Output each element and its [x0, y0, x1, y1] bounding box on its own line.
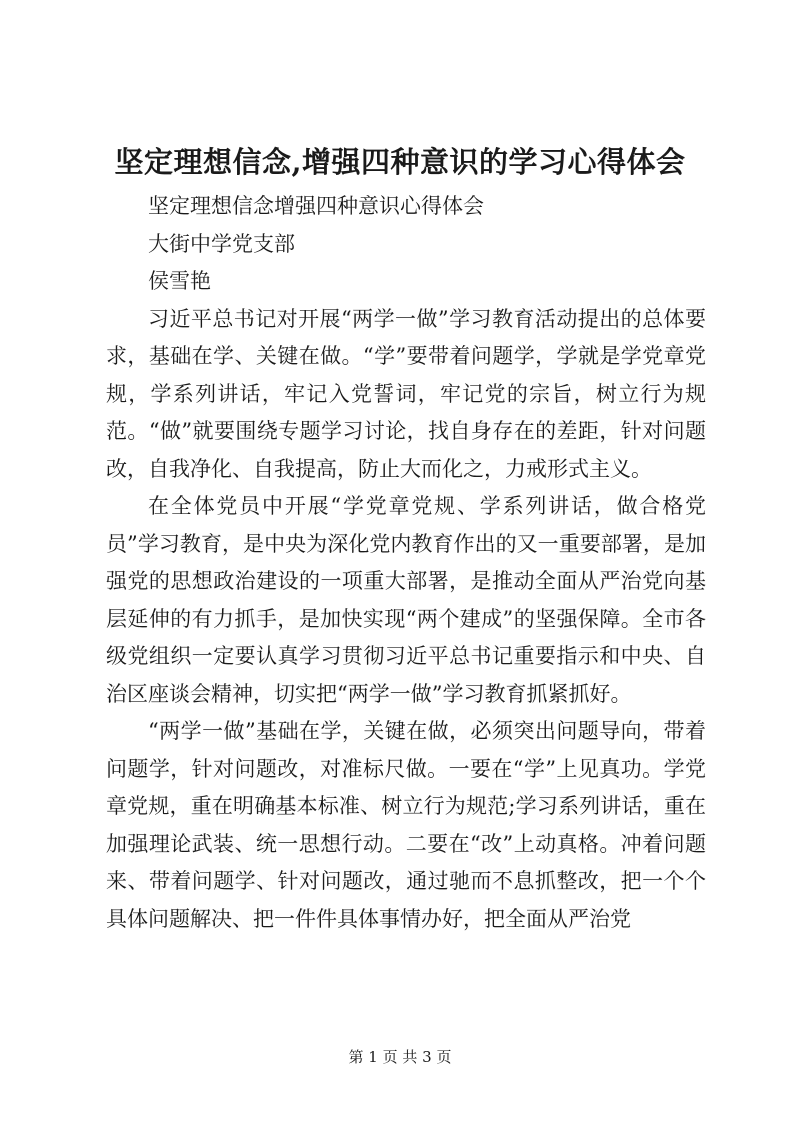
- document-title: 坚定理想信念,增强四种意识的学习心得体会: [114, 145, 686, 179]
- body-paragraph-1: 习近平总书记对开展“两学一做”学习教育活动提出的总体要求，基础在学、关键在做。“学”要带着问题学，学就是学党章党规，学系列讲话，牢记入党誓词，牢记党的宗旨，树立行为规范。“做”就要围绕专题学习讨论，找自身存在的差距，针对问题改，自我净化、自我提高，防止大而化之，力戒形式主义。: [106, 306, 706, 481]
- organization-name: 大街中学党支部: [148, 231, 295, 256]
- author-name: 侯雪艳: [148, 269, 211, 293]
- document-body: [106, 188, 706, 938]
- document-subtitle: 坚定理想信念增强四种意识心得体会: [148, 194, 484, 218]
- page-footer: [0, 1047, 800, 1067]
- body-paragraph-2: 在全体党员中开展“学党章党规、学系列讲话，做合格党员”学习教育，是中央为深化党内教育作出的又一重要部署，是加强党的思想政治建设的一项重大部署，是推动全面从严治党向基层延伸的有力抓手，是加快实现“两个建成”的坚强保障。全市各级党组织一定要认真学习贯彻习近平总书记重要指示和中央、自治区座谈会精神，切实把“两学一做”学习教育抓紧抓好。: [106, 494, 706, 706]
- page-number-label: 第 1 页 共 3 页: [348, 1048, 452, 1066]
- body-paragraph-3: “两学一做”基础在学，关键在做，必须突出问题导向，带着问题学，针对问题改，对准标尺做。一要在“学”上见真功。学党章党规，重在明确基本标准、树立行为规范;学习系列讲话，重在加强理论武装、统一思想行动。二要在“改”上动真格。冲着问题来、带着问题学、针对问题改，通过驰而不息抓整改，把一个个具体问题解决、把一件件具体事情办好，把全面从严治党: [106, 719, 706, 931]
